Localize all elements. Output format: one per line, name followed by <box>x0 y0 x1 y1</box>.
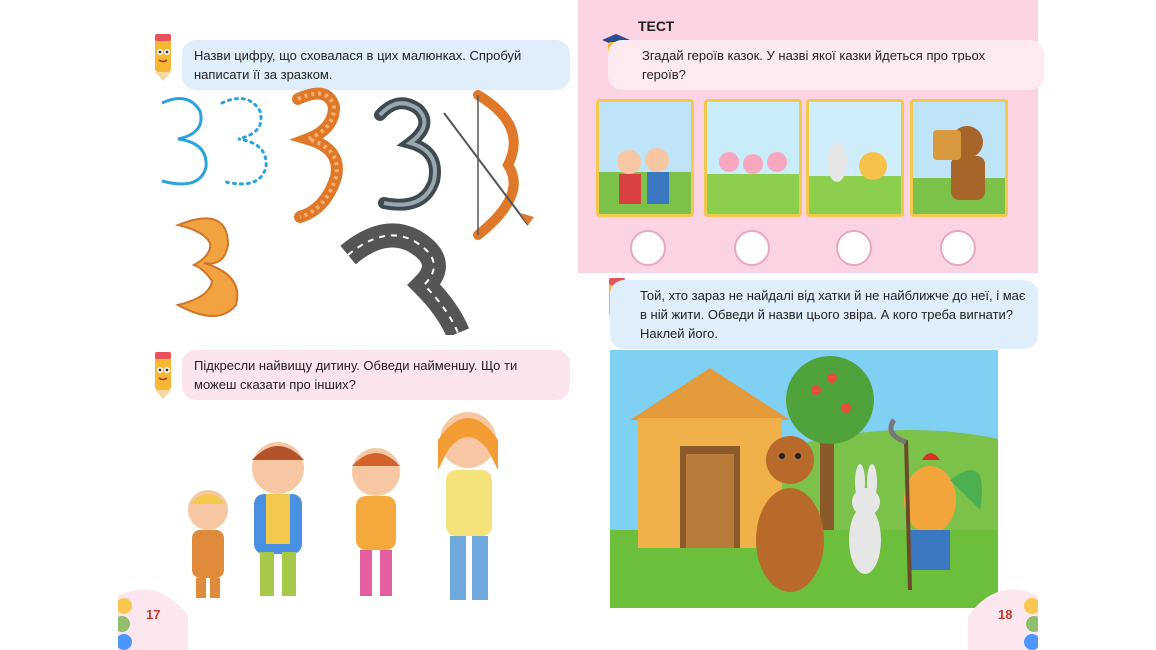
fairy-tale-image-4 <box>910 99 1008 217</box>
test-task-instruction <box>608 40 1044 90</box>
answer-circle-4[interactable] <box>940 230 976 266</box>
page-number <box>998 607 1012 622</box>
answer-circle-1[interactable] <box>630 230 666 266</box>
task-instruction-2 <box>182 350 570 400</box>
page-number <box>146 607 160 622</box>
test-label-text: ТЕСТ <box>638 18 675 34</box>
fairy-tale-scene-4 <box>913 102 1005 214</box>
digit-three-illustrations <box>148 85 568 335</box>
test-label <box>638 18 674 34</box>
task-instruction-3 <box>610 280 1038 349</box>
task-instruction-3-text: Той, хто зараз не найдалі від хатки й не найближче до неї, і має в ній жити. Обведи й назви цього звіра. А кого треба вигнати? Наклей його. <box>640 288 1026 341</box>
page-number-text: 17 <box>146 607 161 622</box>
pencil-mascot-icon <box>146 350 180 400</box>
children-illustration <box>168 400 548 610</box>
left-page <box>118 0 578 650</box>
test-task-instruction-text: Згадай героїв казок. У назві якої казки йдеться про трьох героїв? <box>642 48 986 82</box>
answer-circle-2[interactable] <box>734 230 770 266</box>
right-page <box>578 0 1038 650</box>
fairy-tale-image-2 <box>704 99 802 217</box>
fairy-tale-image-3 <box>806 99 904 217</box>
answer-circle-3[interactable] <box>836 230 872 266</box>
page-number-text: 18 <box>998 607 1013 622</box>
fairy-tale-image-1 <box>596 99 694 217</box>
pencil-mascot-icon <box>146 32 180 82</box>
task-instruction-1-text: Назви цифру, що сховалася в цих малюнках. Спробуй написати її за зразком. <box>194 48 522 82</box>
fairy-tale-scene-1 <box>599 102 691 214</box>
task-instruction-2-text: Підкресли найвищу дитину. Обведи найменшу. Що ти можеш сказати про інших? <box>194 358 518 392</box>
task-instruction-1 <box>182 40 570 90</box>
hut-and-animals-illustration <box>610 350 998 608</box>
fairy-tale-scene-3 <box>809 102 901 214</box>
fairy-tale-scene-2 <box>707 102 799 214</box>
